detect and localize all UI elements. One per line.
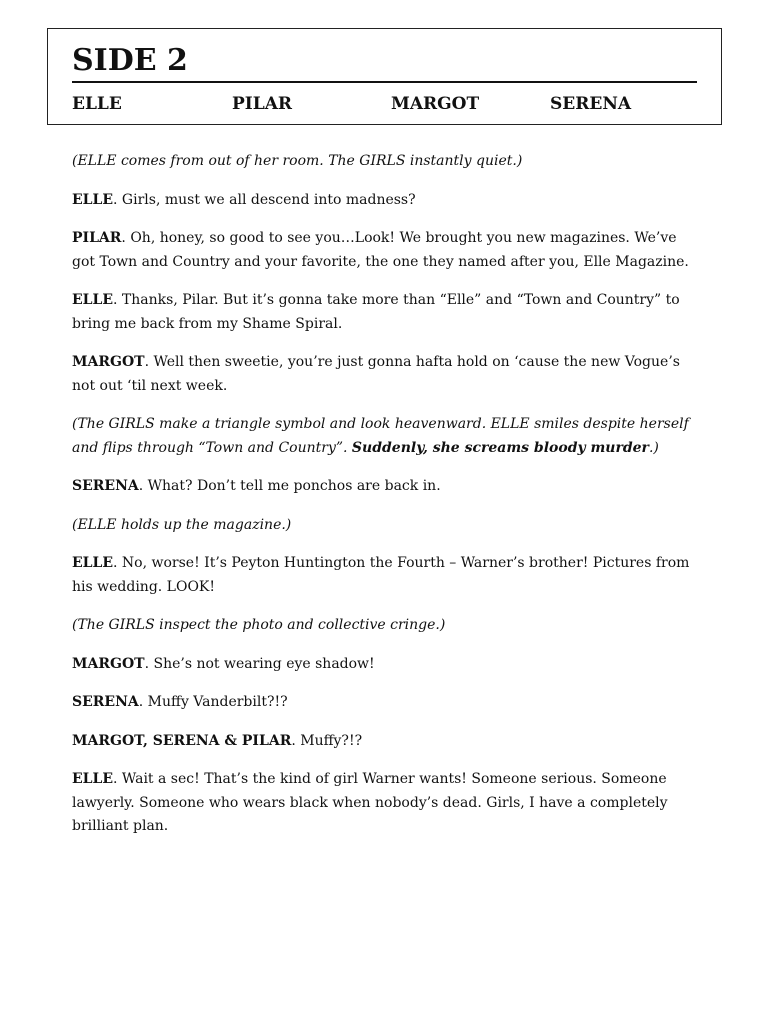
stage-direction bbox=[72, 413, 702, 460]
direction-text: (ELLE comes from out of her room. The GIRLS instantly quiet.) bbox=[72, 153, 523, 169]
dialogue-text: . Oh, honey, so good to see you…Look! We brought you new magazines. We’ve got Town and Country and your favorite, the one they named after you, Elle Magazine. bbox=[72, 230, 689, 270]
cast-name-serena: SERENA bbox=[550, 94, 632, 114]
header-rule bbox=[72, 81, 697, 83]
direction-text: (The GIRLS make a triangle symbol and look heavenward. ELLE smiles despite herself and flips through “Town and Country”. bbox=[72, 416, 689, 456]
dialogue-line bbox=[72, 730, 702, 754]
direction-emphasis: Suddenly, she screams bloody murder bbox=[351, 439, 649, 456]
dialogue-text: . She’s not wearing eye shadow! bbox=[144, 655, 375, 672]
dialogue-line bbox=[72, 351, 702, 398]
dialogue-text: . Girls, must we all descend into madness? bbox=[113, 191, 416, 208]
speaker-name: ELLE bbox=[72, 771, 114, 787]
dialogue-line bbox=[72, 475, 702, 499]
dialogue-line bbox=[72, 691, 702, 715]
speaker-name: ELLE bbox=[72, 191, 114, 208]
direction-tail: .) bbox=[648, 439, 659, 456]
speaker-name: PILAR bbox=[72, 230, 122, 246]
script-body bbox=[72, 150, 702, 854]
cast-name-pilar: PILAR bbox=[232, 94, 293, 114]
dialogue-text: . What? Don’t tell me ponchos are back in. bbox=[138, 478, 441, 494]
cast-name-margot: MARGOT bbox=[391, 94, 480, 114]
dialogue-line bbox=[72, 289, 702, 336]
speaker-name: MARGOT, SERENA & PILAR bbox=[72, 732, 292, 749]
dialogue-text: . Thanks, Pilar. But it’s gonna take more than “Elle” and “Town and Country” to bring me back from my Shame Spiral. bbox=[72, 292, 680, 332]
direction-text: (The GIRLS inspect the photo and collective cringe.) bbox=[72, 617, 446, 633]
speaker-name: ELLE bbox=[72, 292, 114, 308]
speaker-name: SERENA bbox=[72, 694, 139, 710]
side-title: SIDE 2 bbox=[72, 43, 188, 78]
dialogue-text: . Muffy Vanderbilt?!? bbox=[138, 694, 288, 710]
dialogue-line bbox=[72, 653, 702, 677]
header-box bbox=[47, 28, 722, 125]
speaker-name: SERENA bbox=[72, 478, 139, 494]
dialogue-line bbox=[72, 227, 702, 274]
direction-text: (ELLE holds up the magazine.) bbox=[72, 516, 292, 533]
dialogue-text: . Muffy?!? bbox=[291, 732, 363, 749]
speaker-name: MARGOT bbox=[72, 655, 145, 672]
cast-name-elle: ELLE bbox=[72, 94, 122, 114]
stage-direction bbox=[72, 150, 702, 174]
dialogue-text: . Wait a sec! That’s the kind of girl Warner wants! Someone serious. Someone lawyerly. Someone who wears black when nobody’s dead. Girls, I have a completely brilliant plan. bbox=[72, 771, 668, 834]
dialogue-line bbox=[72, 552, 702, 599]
stage-direction bbox=[72, 514, 702, 538]
speaker-name: ELLE bbox=[72, 555, 114, 571]
cast-list bbox=[72, 92, 712, 116]
dialogue-line bbox=[72, 189, 702, 213]
speaker-name: MARGOT bbox=[72, 354, 145, 370]
stage-direction bbox=[72, 614, 702, 638]
dialogue-line bbox=[72, 768, 702, 839]
dialogue-text: . Well then sweetie, you’re just gonna hafta hold on ‘cause the new Vogue’s not out ‘til next week. bbox=[72, 354, 680, 394]
dialogue-text: . No, worse! It’s Peyton Huntington the Fourth – Warner’s brother! Pictures from his wedding. LOOK! bbox=[72, 555, 690, 595]
